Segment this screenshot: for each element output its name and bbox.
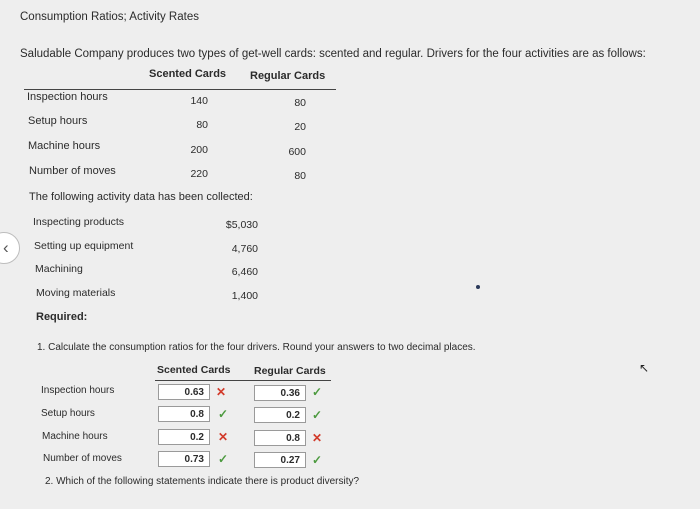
drivers-col-regular: Regular Cards [250,70,326,82]
driver-regular-value: 80 [294,97,306,109]
question-1: 1. Calculate the consumption ratios for the four drivers. Round your answers to two decimal places. [37,342,476,353]
cursor-arrow-icon: ↖ [639,361,650,375]
driver-regular-value: 20 [294,121,306,133]
activity-amount: 1,400 [231,290,258,302]
drivers-col-scented: Scented Cards [149,68,227,80]
scented-answer-input[interactable]: 0.63 [158,384,210,400]
activity-label: Inspecting products [33,216,125,228]
scented-answer-input[interactable]: 0.2 [158,429,210,445]
driver-label: Setup hours [28,115,88,127]
regular-answer-input[interactable]: 0.36 [254,385,306,401]
answers-col-scented: Scented Cards [157,364,231,376]
drivers-header-rule [24,89,336,90]
answer-label: Machine hours [42,431,108,442]
driver-label: Number of moves [29,165,116,177]
regular-answer-input[interactable]: 0.2 [254,407,306,423]
driver-regular-value: 600 [288,146,306,158]
activity-amount: 6,460 [231,266,258,278]
regular-answer-input[interactable]: 0.8 [254,430,306,446]
regular-answer-input[interactable]: 0.27 [254,452,306,468]
activity-label: Setting up equipment [34,240,134,252]
back-button[interactable] [0,232,20,264]
incorrect-x-icon: ✕ [218,430,229,444]
driver-scented-value: 200 [190,144,208,156]
correct-check-icon: ✓ [312,453,323,467]
scented-answer-input[interactable]: 0.73 [158,451,210,467]
required-heading: Required: [36,311,88,323]
answers-col-regular: Regular Cards [254,365,326,377]
activity-amount: 4,760 [231,243,258,255]
driver-regular-value: 80 [294,170,306,182]
answer-label: Setup hours [41,408,95,419]
intro-text: Saludable Company produces two types of get-well cards: scented and regular. Drivers for the four activities are as follows: [20,48,646,60]
driver-scented-value: 220 [190,168,208,180]
page-title: Consumption Ratios; Activity Rates [20,11,199,23]
correct-check-icon: ✓ [312,408,323,422]
marker-dot [476,285,480,289]
correct-check-icon: ✓ [218,452,229,466]
question-2: 2. Which of the following statements indicate there is product diversity? [45,476,360,487]
correct-check-icon: ✓ [312,385,323,399]
activity-label: Moving materials [36,287,116,299]
correct-check-icon: ✓ [218,407,229,421]
activity-amount: $5,030 [225,219,258,231]
activity-intro: The following activity data has been collected: [29,191,253,203]
driver-scented-value: 80 [196,119,208,131]
incorrect-x-icon: ✕ [312,431,323,445]
driver-scented-value: 140 [190,95,208,107]
incorrect-x-icon: ✕ [216,385,227,399]
driver-label: Inspection hours [27,91,108,103]
answers-header-rule [155,380,331,381]
driver-label: Machine hours [28,140,101,152]
chevron-left-icon: ‹ [3,238,9,257]
answer-label: Number of moves [43,453,122,464]
answer-label: Inspection hours [41,385,115,396]
scented-answer-input[interactable]: 0.8 [158,406,210,422]
activity-label: Machining [35,263,83,275]
